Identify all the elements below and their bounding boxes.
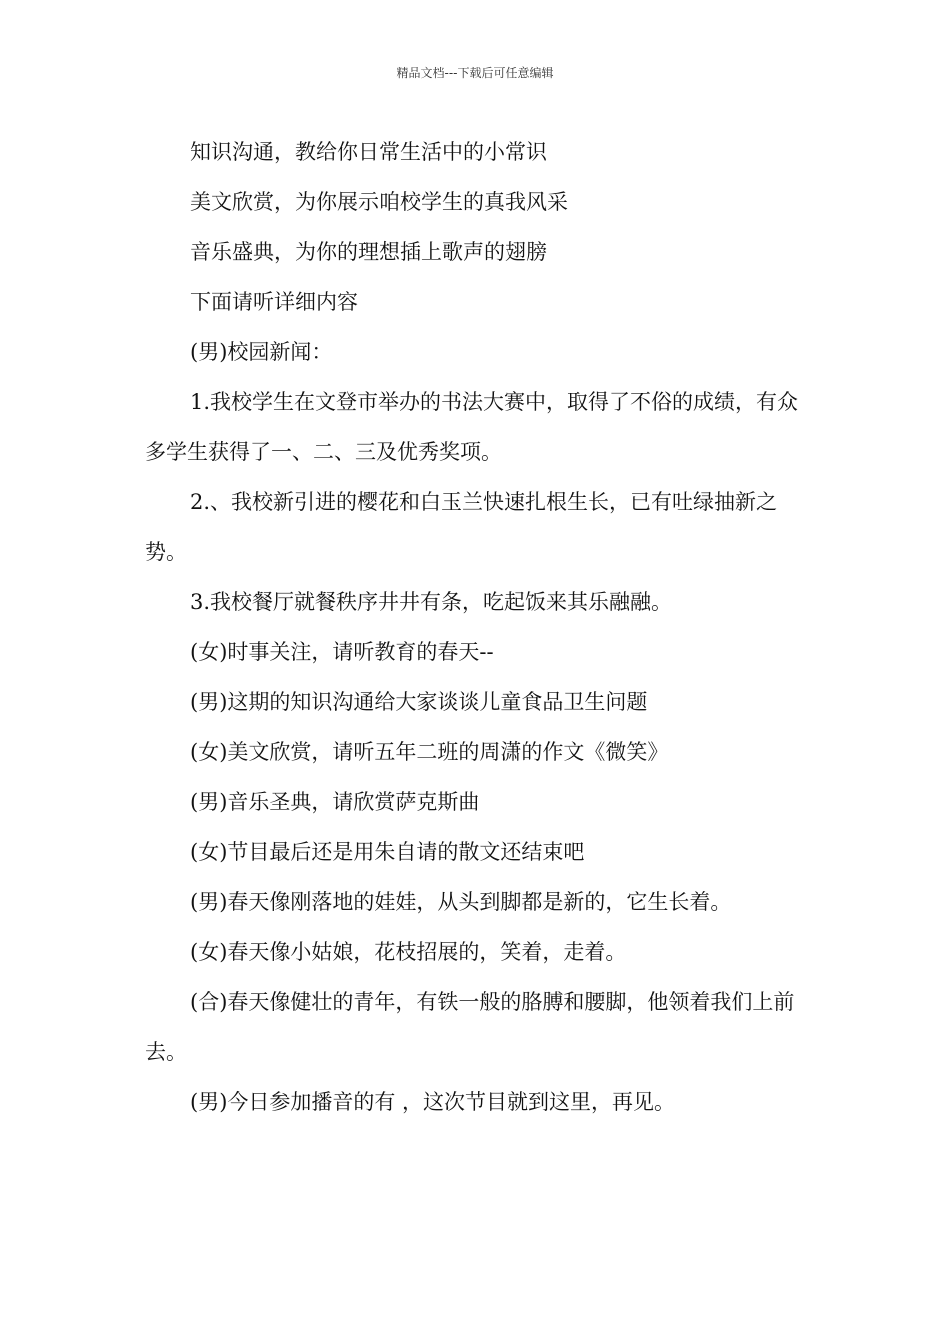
paragraph-8: 3.我校餐厅就餐秩序井井有条，吃起饭来其乐融融。: [190, 590, 673, 614]
paragraph-4: 下面请听详细内容: [190, 290, 358, 314]
paragraph-14: (男)春天像刚落地的娃娃，从头到脚都是新的，它生长着。: [190, 890, 732, 914]
paragraph-10: (男)这期的知识沟通给大家谈谈儿童食品卫生问题: [190, 690, 648, 714]
paragraph-16: (合)春天像健壮的青年，有铁一般的胳膊和腰脚，他领着我们上前去。: [145, 990, 795, 1064]
paragraph-13: (女)节目最后还是用朱自请的散文还结束吧: [190, 840, 585, 864]
document-body: [145, 127, 810, 1127]
paragraph-15: (女)春天像小姑娘，花枝招展的，笑着，走着。: [190, 940, 627, 964]
paragraph-5: (男)校园新闻：: [190, 340, 333, 364]
paragraph-12: (男)音乐圣典，请欣赏萨克斯曲: [190, 790, 480, 814]
paragraph-7: 2.、我校新引进的樱花和白玉兰快速扎根生长，已有吐绿抽新之势。: [145, 490, 778, 564]
paragraph-3: 音乐盛典，为你的理想插上歌声的翅膀: [190, 240, 547, 264]
paragraph-17: (男)今日参加播音的有 ，这次节目就到这里，再见。: [190, 1090, 676, 1114]
paragraph-2: 美文欣赏，为你展示咱校学生的真我风采: [190, 190, 568, 214]
paragraph-9: (女)时事关注，请听教育的春天--: [190, 640, 494, 664]
paragraph-6: 1.我校学生在文登市举办的书法大赛中，取得了不俗的成绩，有众多学生获得了一、二、三及优秀奖项。: [145, 390, 799, 464]
page-header: 精品文档---下载后可任意编辑: [396, 66, 554, 80]
paragraph-11: (女)美文欣赏，请听五年二班的周潇的作文《微笑》: [190, 740, 669, 764]
paragraph-1: 知识沟通，教给你日常生活中的小常识: [190, 140, 547, 164]
